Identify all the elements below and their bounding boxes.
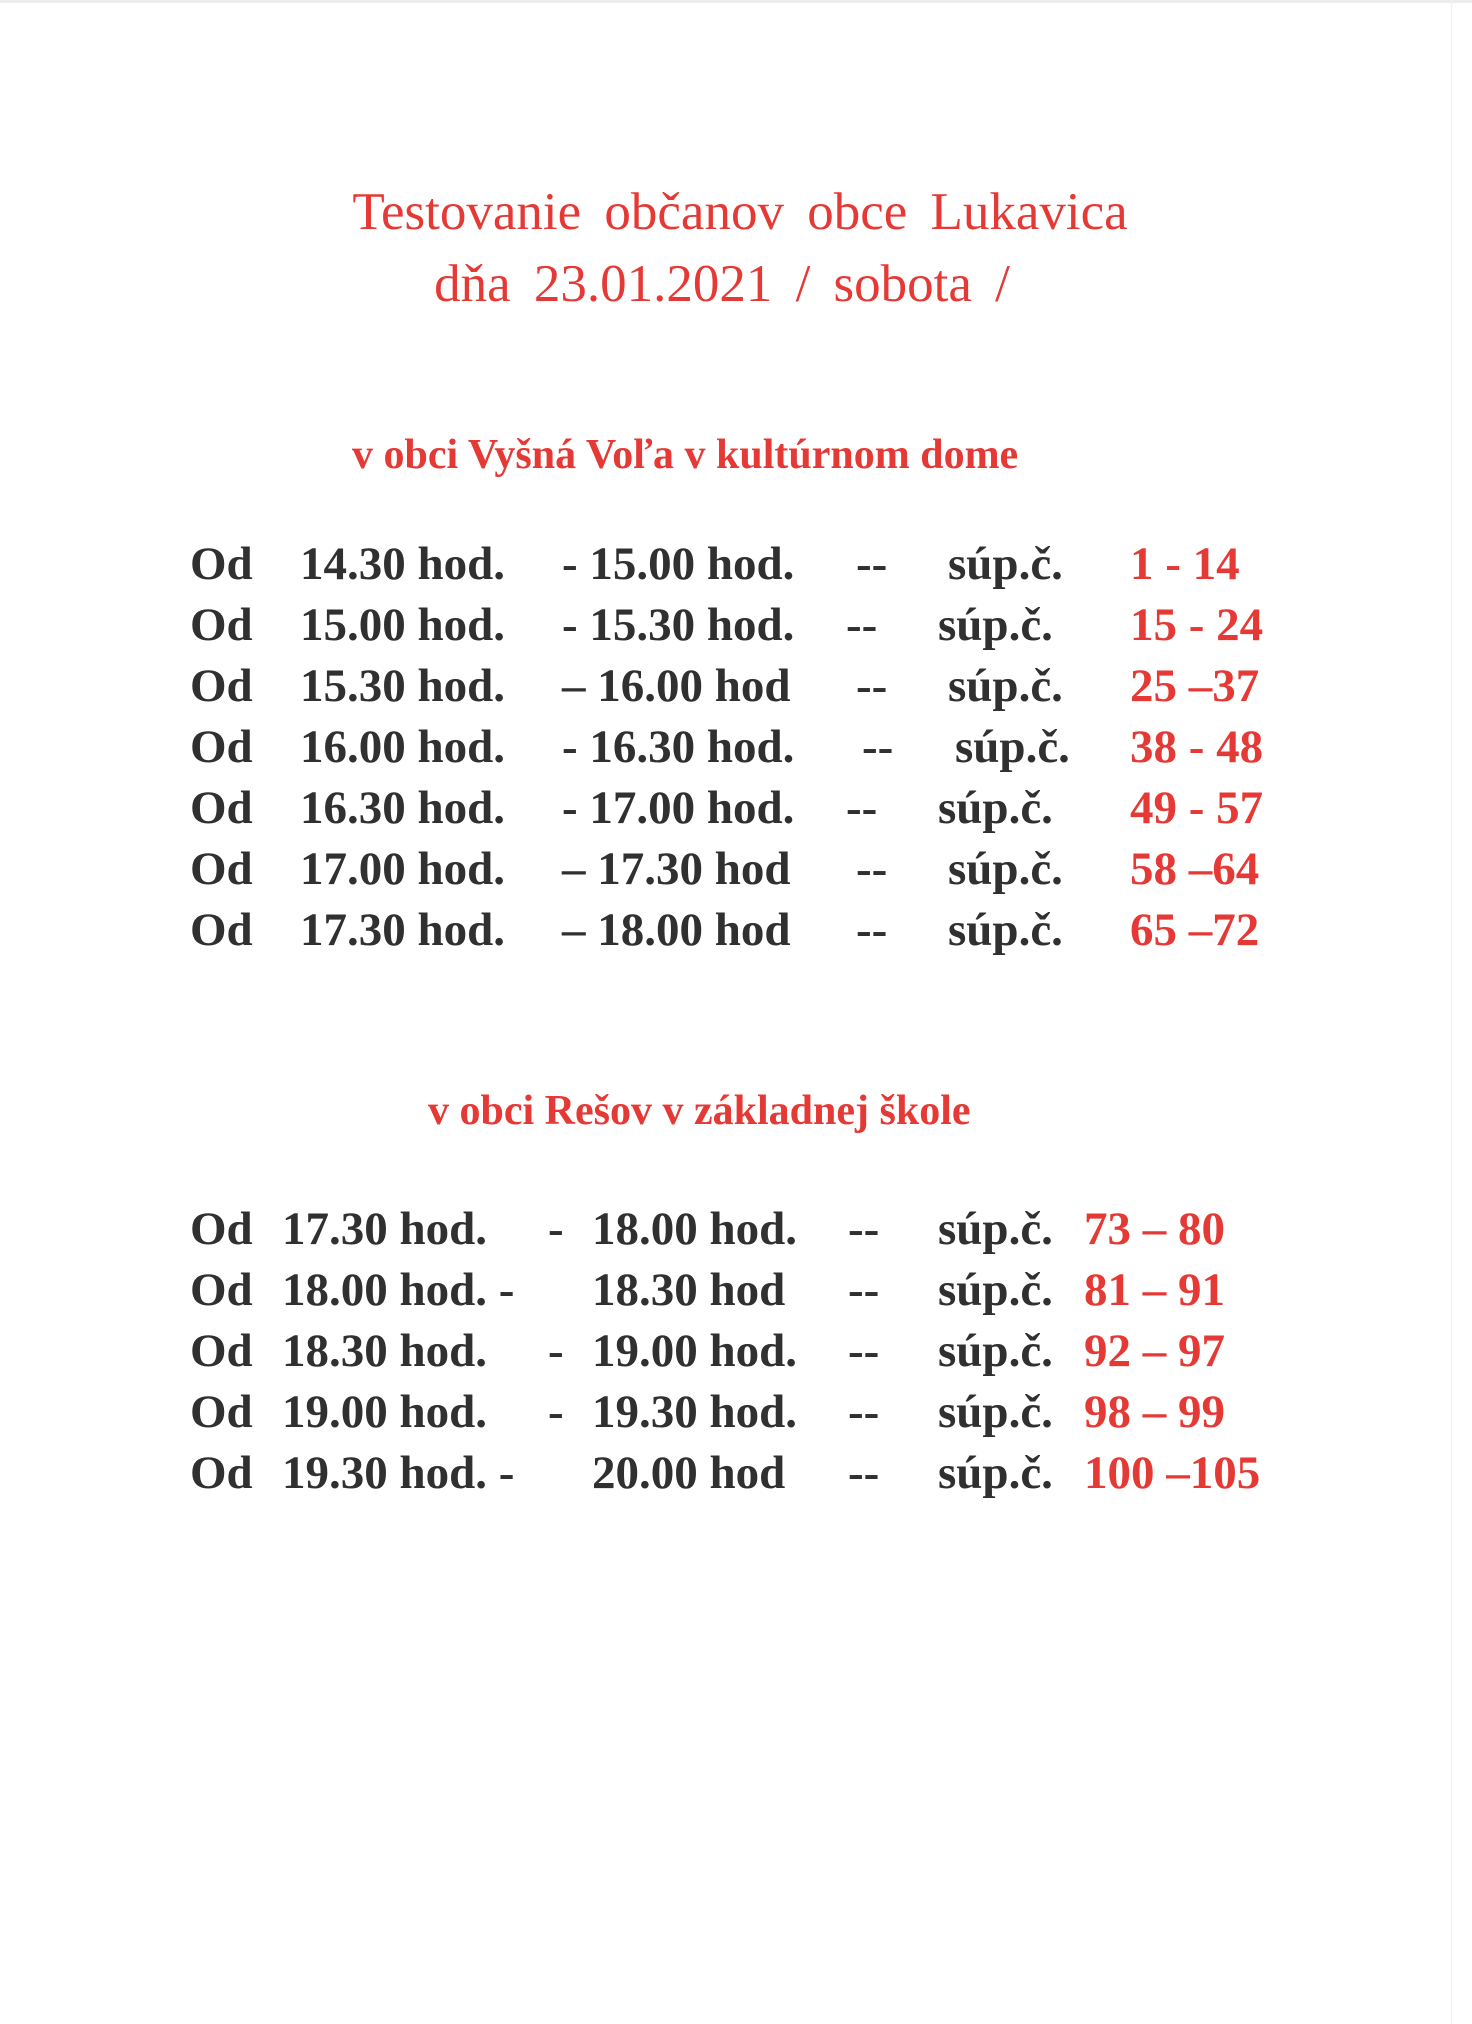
row-from: 14.30 hod. (300, 538, 506, 590)
row-from: 16.30 hod. (300, 782, 506, 834)
row-dash: -- (856, 660, 888, 712)
row-from: 17.30 hod. (282, 1203, 488, 1255)
row-to: 20.00 hod (592, 1447, 786, 1499)
schedule-row (0, 719, 1472, 775)
scan-edge-right (1451, 0, 1452, 2024)
row-range: 73 – 80 (1084, 1203, 1225, 1255)
schedule-row (0, 1323, 1472, 1379)
row-range: 98 – 99 (1084, 1386, 1225, 1438)
row-sup: súp.č. (948, 904, 1063, 956)
schedule-row (0, 1201, 1472, 1257)
row-sup: súp.č. (938, 1447, 1053, 1499)
row-from: 16.00 hod. (300, 721, 506, 773)
row-range: 81 – 91 (1084, 1264, 1225, 1316)
row-from: 18.00 hod. - (282, 1264, 515, 1316)
row-range: 65 –72 (1130, 904, 1260, 956)
row-od: Od (190, 843, 253, 895)
document-date: dňa 23.01.2021 / sobota / (434, 255, 1010, 313)
row-sep: - (548, 1386, 564, 1438)
row-sup: súp.č. (938, 1203, 1053, 1255)
row-from: 19.30 hod. - (282, 1447, 515, 1499)
row-od: Od (190, 660, 253, 712)
row-dash: -- (846, 599, 878, 651)
row-dash: -- (856, 538, 888, 590)
row-range: 49 - 57 (1130, 782, 1264, 834)
schedule-row (0, 536, 1472, 592)
row-sup: súp.č. (955, 721, 1070, 773)
row-to: 18.00 hod. (592, 1203, 798, 1255)
row-from: 15.30 hod. (300, 660, 506, 712)
row-sup: súp.č. (938, 1386, 1053, 1438)
row-sup: súp.č. (938, 1325, 1053, 1377)
row-sep: - (548, 1203, 564, 1255)
scan-edge-top (0, 0, 1472, 3)
row-od: Od (190, 904, 253, 956)
schedule-row (0, 780, 1472, 836)
row-range: 15 - 24 (1130, 599, 1264, 651)
row-sup: súp.č. (948, 843, 1063, 895)
row-sup: súp.č. (948, 660, 1063, 712)
section2-heading: v obci Rešov v základnej škole (428, 1088, 971, 1134)
row-od: Od (190, 1203, 253, 1255)
schedule-row (0, 1262, 1472, 1318)
row-od: Od (190, 782, 253, 834)
row-to: - 17.00 hod. (562, 782, 795, 834)
schedule-row (0, 902, 1472, 958)
row-od: Od (190, 721, 253, 773)
schedule-row (0, 1384, 1472, 1440)
row-to: - 15.30 hod. (562, 599, 795, 651)
document-title: Testovanie občanov obce Lukavica (352, 183, 1128, 241)
row-range: 1 - 14 (1130, 538, 1240, 590)
row-range: 92 – 97 (1084, 1325, 1225, 1377)
row-to: - 16.30 hod. (562, 721, 795, 773)
row-range: 25 –37 (1130, 660, 1260, 712)
row-od: Od (190, 1447, 253, 1499)
row-sup: súp.č. (938, 599, 1053, 651)
row-from: 17.00 hod. (300, 843, 506, 895)
row-from: 17.30 hod. (300, 904, 506, 956)
row-dash: -- (848, 1386, 880, 1438)
row-dash: -- (848, 1447, 880, 1499)
row-dash: -- (846, 782, 878, 834)
row-od: Od (190, 1264, 253, 1316)
row-sup: súp.č. (938, 782, 1053, 834)
row-to: – 16.00 hod (562, 660, 791, 712)
row-from: 18.30 hod. (282, 1325, 488, 1377)
row-to: – 18.00 hod (562, 904, 791, 956)
row-to: - 15.00 hod. (562, 538, 795, 590)
row-dash: -- (848, 1264, 880, 1316)
row-dash: -- (856, 904, 888, 956)
row-sup: súp.č. (938, 1264, 1053, 1316)
row-to: 19.00 hod. (592, 1325, 798, 1377)
row-od: Od (190, 1325, 253, 1377)
row-dash: -- (848, 1203, 880, 1255)
row-range: 38 - 48 (1130, 721, 1264, 773)
row-from: 15.00 hod. (300, 599, 506, 651)
row-from: 19.00 hod. (282, 1386, 488, 1438)
schedule-row (0, 841, 1472, 897)
schedule-row (0, 597, 1472, 653)
row-sup: súp.č. (948, 538, 1063, 590)
schedule-row (0, 658, 1472, 714)
row-to: 18.30 hod (592, 1264, 786, 1316)
row-to: 19.30 hod. (592, 1386, 798, 1438)
row-range: 100 –105 (1084, 1447, 1261, 1499)
row-to: – 17.30 hod (562, 843, 791, 895)
row-od: Od (190, 1386, 253, 1438)
row-od: Od (190, 538, 253, 590)
row-od: Od (190, 599, 253, 651)
row-dash: -- (856, 843, 888, 895)
section1-heading: v obci Vyšná Voľa v kultúrnom dome (352, 432, 1019, 478)
row-dash: -- (862, 721, 894, 773)
row-range: 58 –64 (1130, 843, 1260, 895)
row-sep: - (548, 1325, 564, 1377)
schedule-row (0, 1445, 1472, 1501)
row-dash: -- (848, 1325, 880, 1377)
